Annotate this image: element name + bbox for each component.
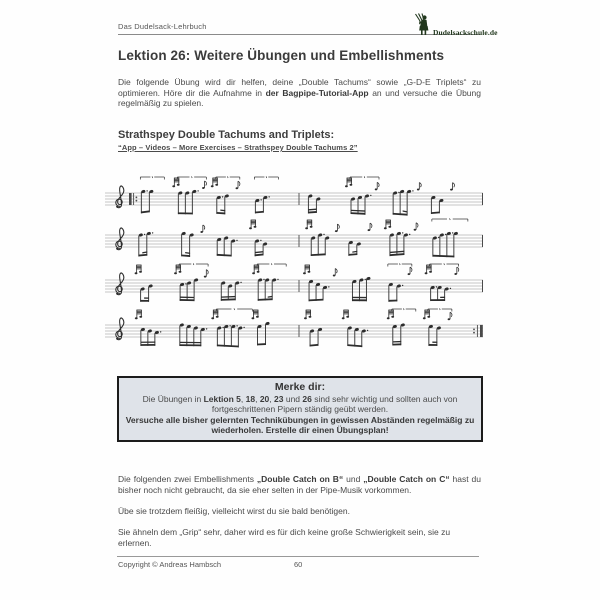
reminder-box-text: Die Übungen in Lektion 5, 18, 20, 23 und 26 sind sehr wichtig und sollten auch von fortgeschrittenen Pipern ständig geübt werden. (142, 394, 458, 414)
reminder-box (117, 376, 483, 442)
logo-text: Dudelsackschule.de (433, 28, 498, 37)
music-notation-svg (103, 168, 489, 370)
footer-rule (117, 556, 479, 557)
footer (118, 560, 480, 569)
body-paragraph: Übe sie trotzdem fleißig, vielleicht wirst du sie bald benötigen. (118, 506, 350, 516)
footer-copyright: Copyright © Andreas Hambsch (118, 560, 222, 569)
section-subheading: “App – Videos – More Exercises – Strathspey Double Tachums 2” (118, 143, 358, 152)
reminder-box-bold-text: Versuche alle bisher gelernten Technikübungen in gewissen Abständen regelmäßig zu wiederholen. Erstelle dir einen Übungsplan! (125, 415, 475, 435)
body-paragraph: Die folgenden zwei Embellishments „Double Catch on B“ und „Double Catch on C“ hast du bisher noch nicht gebraucht, da sie eher selten in der Pipe-Musik vorkommen. (118, 474, 482, 495)
page-title: Lektion 26: Weitere Übungen und Embellishments (118, 48, 445, 63)
section-heading: Strathspey Double Tachums and Triplets: (118, 129, 335, 141)
bagpiper-icon (414, 13, 431, 41)
intro-paragraph: Die folgende Übung wird dir helfen, deine „Double Tachums“ sowie „G-D-E Triplets“ zu optimieren. Höre dir die Aufnahme in der Bagpipe-Tutorial-App an und versuche die Übung regelmäßig zu spielen. (118, 77, 481, 108)
footer-page-number: 60 (294, 560, 303, 569)
running-head: Das Dudelsack-Lehrbuch (118, 22, 207, 31)
publisher-logo (414, 13, 498, 41)
reminder-box-title: Merke dir: (274, 381, 326, 393)
body-paragraph: Sie ähneln dem „Grip“ sehr, daher wird es für dich keine große Schwierigkeit sein, sie zu erlernen. (118, 527, 451, 548)
